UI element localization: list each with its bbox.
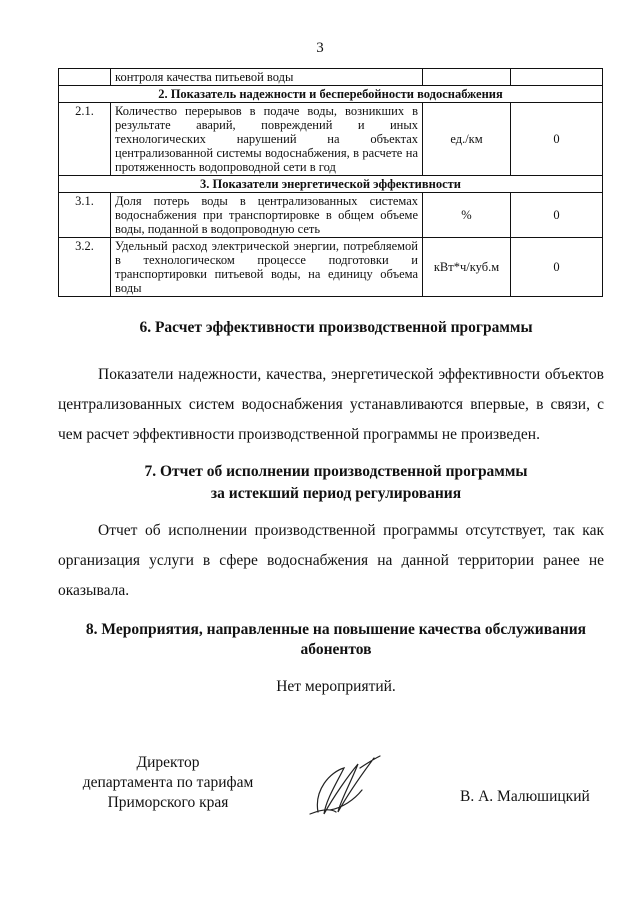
page-number: 3 bbox=[316, 40, 324, 56]
signer-position bbox=[58, 753, 278, 813]
row-number: 3.2. bbox=[59, 238, 111, 297]
table-row bbox=[59, 238, 603, 297]
section-8-text: Нет мероприятий. bbox=[276, 678, 396, 695]
row-unit: ед./км bbox=[423, 103, 511, 176]
signer-position-line3: Приморского края bbox=[107, 794, 229, 811]
row-value: 0 bbox=[511, 238, 603, 297]
handwritten-signature bbox=[300, 750, 390, 820]
section-8-title-line1: 8. Мероприятия, направленные на повышение качества обслуживания bbox=[85, 621, 587, 638]
row-description: контроля качества питьевой воды bbox=[111, 69, 423, 86]
row-description: Удельный расход электрической энергии, потребляемой в технологическом процессе подготовки и транспортировки питьевой воды, на единицу объема воды bbox=[111, 238, 423, 297]
row-unit: кВт*ч/куб.м bbox=[423, 238, 511, 297]
section-7-title-line2: за истекший период регулирования bbox=[210, 485, 462, 502]
signer-name: В. А. Малюшицкий bbox=[460, 788, 590, 805]
table-row bbox=[59, 193, 603, 238]
signer-position-line2: департамента по тарифам bbox=[82, 774, 254, 791]
table-section-row bbox=[59, 86, 603, 103]
section-6-text: Показатели надежности, качества, энергетической эффективности объектов централизованных систем водоснабжения устанавливаются впервые, в связи, с чем расчет эффективности производственной программы не произведен. bbox=[58, 366, 604, 443]
row-unit: % bbox=[423, 193, 511, 238]
table-row bbox=[59, 69, 603, 86]
section-3-header: 3. Показатели энергетической эффективности bbox=[59, 176, 603, 193]
row-number: 2.1. bbox=[59, 103, 111, 176]
row-number: 3.1. bbox=[59, 193, 111, 238]
table-section-row bbox=[59, 176, 603, 193]
section-7-title-line1: 7. Отчет об исполнении производственной программы bbox=[144, 463, 528, 480]
section-7-text: Отчет об исполнении производственной программы отсутствует, так как организация услуги в сфере водоснабжения на данной территории ранее не оказывала. bbox=[58, 522, 604, 599]
section-6-title: 6. Расчет эффективности производственной программы bbox=[139, 319, 533, 336]
row-number bbox=[59, 69, 111, 86]
section-2-header: 2. Показатель надежности и бесперебойности водоснабжения bbox=[59, 86, 603, 103]
table-row bbox=[59, 103, 603, 176]
row-description: Количество перерывов в подаче воды, возникших в результате аварий, повреждений и иных технологических нарушений на объектах централизованной системы водоснабжения, в расчете на протяженность водопроводной сети в год bbox=[111, 103, 423, 176]
row-value: 0 bbox=[511, 193, 603, 238]
row-description: Доля потерь воды в централизованных системах водоснабжения при транспортировке в общем объеме воды, поданной в водопроводную сеть bbox=[111, 193, 423, 238]
row-value bbox=[511, 69, 603, 86]
row-value: 0 bbox=[511, 103, 603, 176]
indicators-table bbox=[58, 68, 603, 297]
signer-position-line1: Директор bbox=[136, 754, 200, 771]
section-8-title-line2: абонентов bbox=[300, 641, 372, 658]
row-unit bbox=[423, 69, 511, 86]
